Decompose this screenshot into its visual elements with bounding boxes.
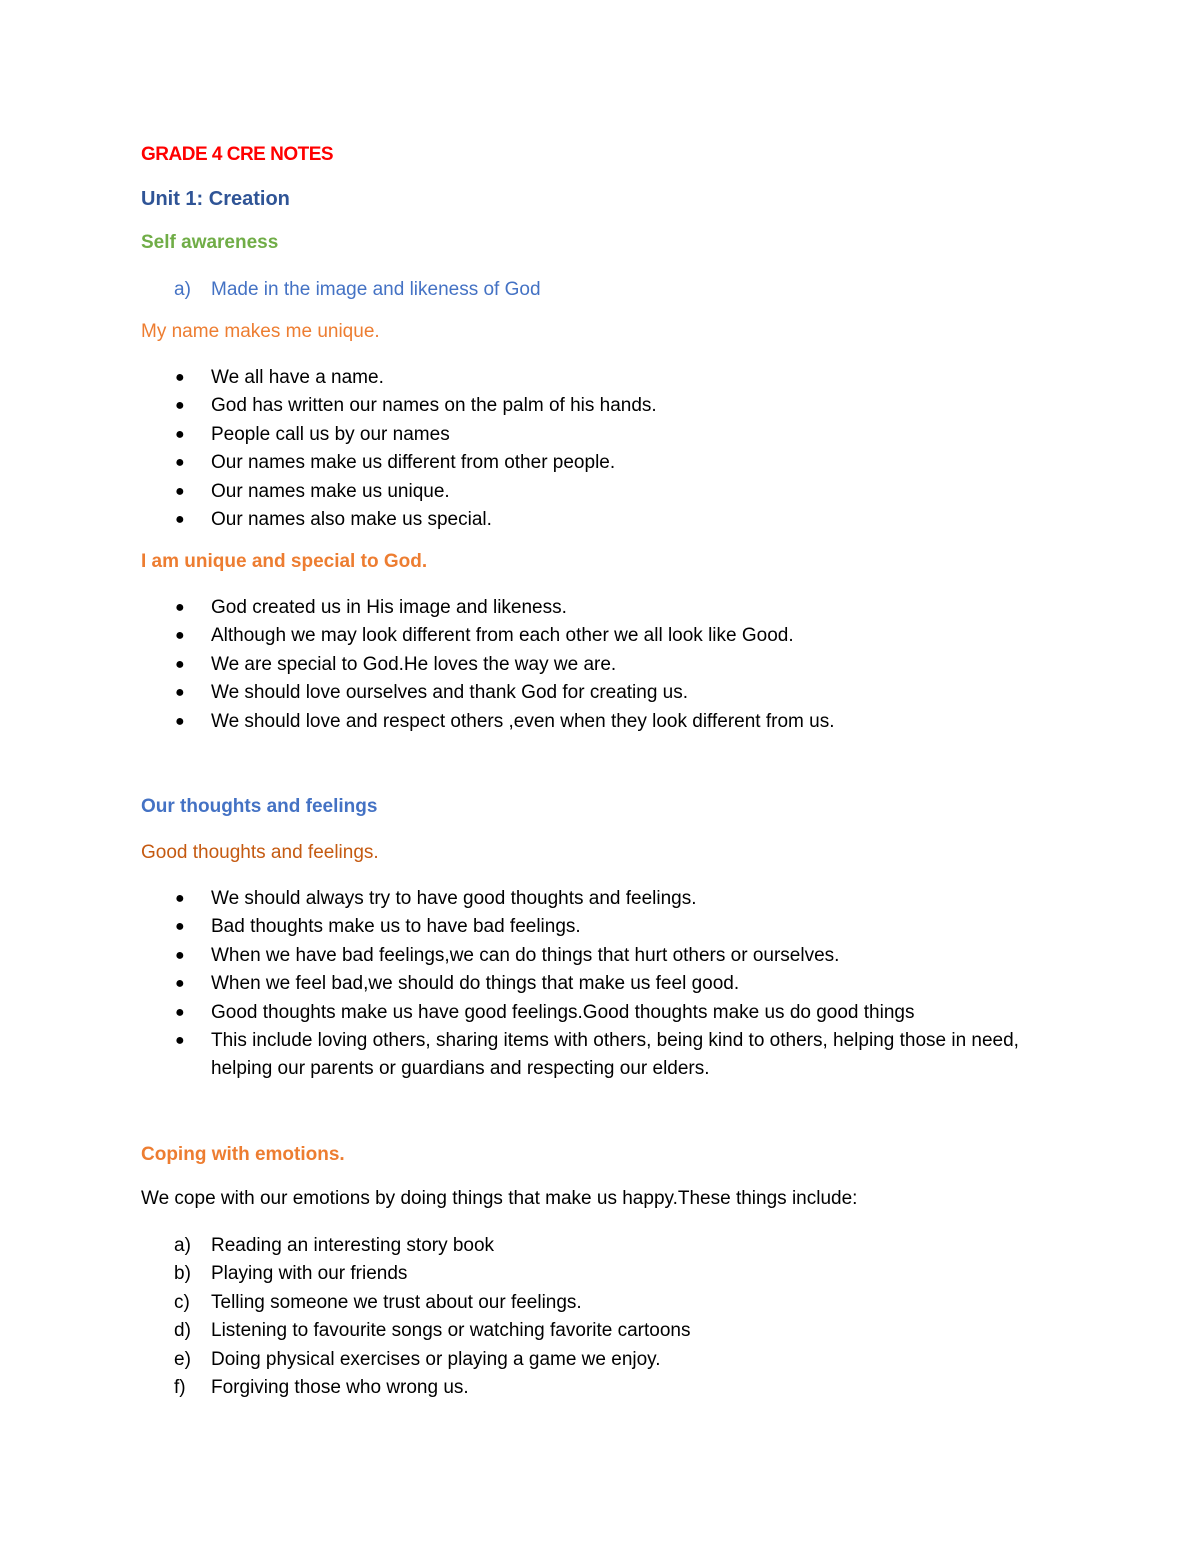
unique-special-bullet-list [141,594,834,736]
list-marker: c) [174,1291,190,1313]
list-item [141,942,1071,970]
coping-intro-text: We cope with our emotions by doing things that make us happy.These things include: [141,1188,858,1209]
list-item-text: Listening to favourite songs or watching favorite cartoons [211,1320,691,1342]
bullet-icon: ● [175,397,185,415]
list-item [141,594,834,622]
list-item [141,421,657,449]
list-item [141,913,1071,941]
good-thoughts-bullet-list [141,885,1071,1084]
list-item-text: Although we may look different from each other we all look like Good. [211,625,794,647]
list-item [141,679,834,707]
list-item [141,1232,691,1260]
bullet-icon: ● [175,684,185,702]
coping-emotions-heading: Coping with emotions. [141,1144,345,1165]
list-item [141,999,1071,1027]
list-item [141,885,1071,913]
list-item-text: Our names make us unique. [211,480,450,502]
bullet-icon: ● [175,369,185,386]
list-marker: b) [174,1263,191,1285]
list-marker: e) [174,1348,191,1370]
list-item [141,364,657,392]
list-item-text: Our names make us different from other people. [211,452,616,474]
list-item-text: We should love and respect others ,even when they look different from us. [211,710,835,732]
list-item [141,622,834,650]
unique-special-heading: I am unique and special to God. [141,551,428,572]
unit-heading: Unit 1: Creation [141,188,290,210]
list-item [141,1260,691,1288]
bullet-icon: ● [175,1003,185,1021]
list-marker: d) [174,1320,191,1342]
bullet-icon: ● [175,890,185,907]
list-item [141,506,657,534]
bullet-icon: ● [175,599,185,616]
list-item [141,1346,691,1374]
bullet-icon: ● [175,655,185,673]
thoughts-feelings-heading: Our thoughts and feelings [141,796,378,817]
list-item-text: Doing physical exercises or playing a game we enjoy. [211,1348,661,1370]
bullet-icon: ● [175,627,185,645]
list-item-text: We should love ourselves and thank God for creating us. [211,682,689,704]
list-item-text: Our names also make us special. [211,509,492,531]
self-awareness-subitem-list [141,276,541,304]
bullet-icon: ● [175,511,185,529]
coping-item-list [141,1232,691,1402]
list-item [141,449,657,477]
list-item-text: Made in the image and likeness of God [211,279,541,300]
list-item-text: This include loving others, sharing items with others, being kind to others, helping those in need, helping our parents or guardians and respecting our elders. [211,1030,1019,1080]
self-awareness-heading: Self awareness [141,232,279,253]
document-title: GRADE 4 CRE NOTES [141,144,334,165]
bullet-icon: ● [175,712,185,730]
bullet-icon: ● [175,482,185,500]
list-item [141,1374,691,1402]
list-item-text: We are special to God.He loves the way we are. [211,653,617,675]
list-item [141,708,834,736]
list-marker: a) [174,279,191,300]
list-item-text: Reading an interesting story book [211,1235,495,1256]
good-thoughts-heading: Good thoughts and feelings. [141,842,379,863]
bullet-icon: ● [175,1032,185,1050]
list-item-text: Playing with our friends [211,1263,408,1285]
list-item-text: Telling someone we trust about our feelings. [211,1291,582,1313]
list-marker: f) [174,1377,186,1399]
bullet-icon: ● [175,975,185,993]
list-item-text: Good thoughts make us have good feelings.Good thoughts make us do good things [211,1001,915,1023]
list-item [141,1317,691,1345]
list-item-text: God created us in His image and likeness. [211,597,567,618]
list-item-text: We all have a name. [211,367,384,388]
list-item [141,651,834,679]
list-item [141,276,541,304]
list-marker: a) [174,1235,191,1256]
bullet-icon: ● [175,918,185,936]
list-item-text: We should always try to have good thoughts and feelings. [211,888,697,909]
my-name-bullet-list [141,364,657,534]
list-item [141,1289,691,1317]
list-item-text: God has written our names on the palm of his hands. [211,395,657,417]
list-item-text: When we feel bad,we should do things that make us feel good. [211,973,740,995]
list-item [141,392,657,420]
list-item-text: People call us by our names [211,423,450,445]
list-item-text: When we have bad feelings,we can do things that hurt others or ourselves. [211,944,840,966]
bullet-icon: ● [175,946,185,964]
list-item [141,1027,1071,1084]
bullet-icon: ● [175,425,185,443]
bullet-icon: ● [175,454,185,472]
list-item [141,970,1071,998]
list-item [141,478,657,506]
list-item-text: Bad thoughts make us to have bad feelings. [211,916,581,938]
my-name-heading: My name makes me unique. [141,321,380,342]
list-item-text: Forgiving those who wrong us. [211,1377,469,1399]
